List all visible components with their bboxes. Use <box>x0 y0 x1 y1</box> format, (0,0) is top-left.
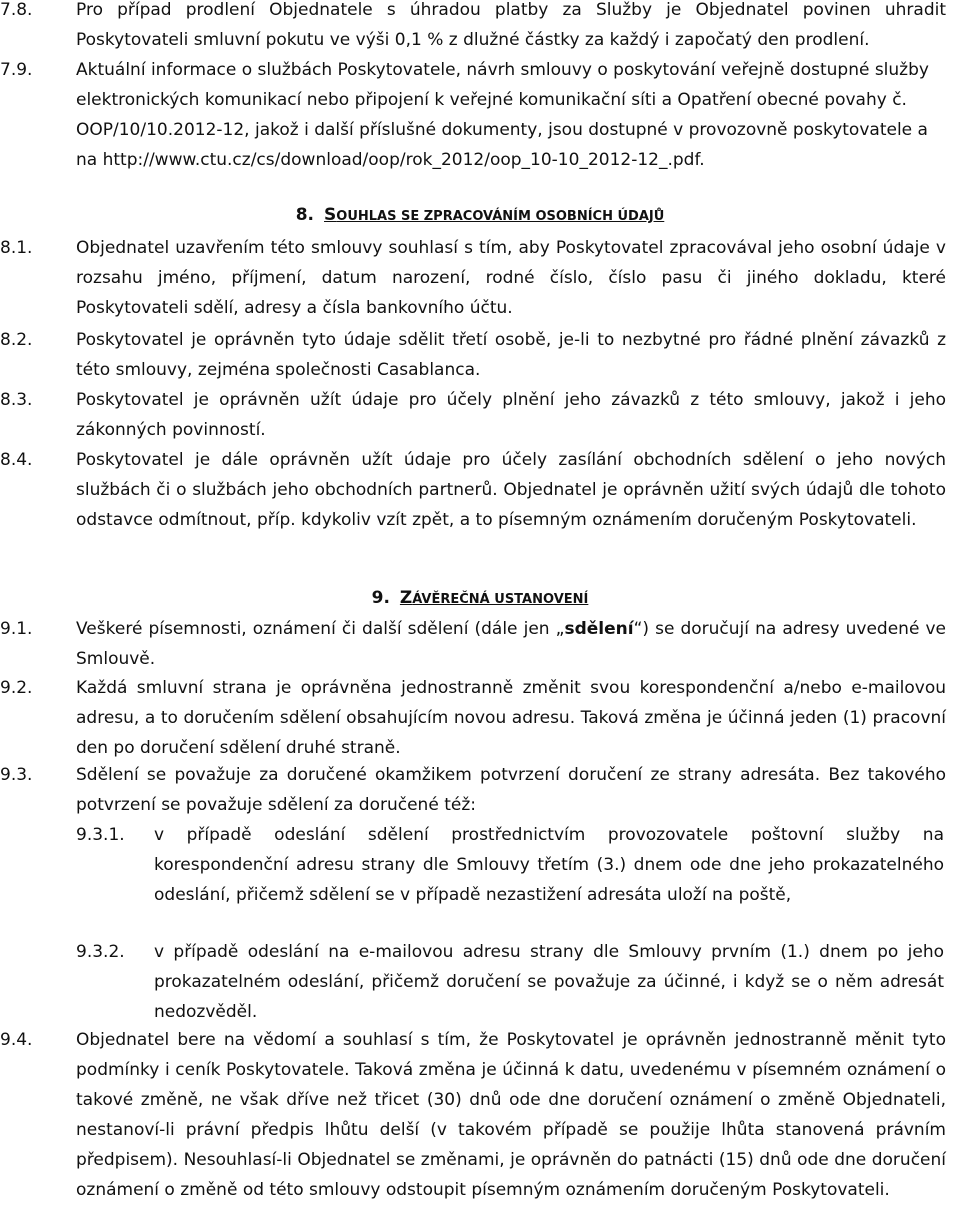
section-title-initial: S <box>324 205 337 225</box>
subclause-number: 9.3.1. <box>76 825 125 845</box>
clause-text <box>76 614 946 674</box>
section-8-heading <box>0 203 960 229</box>
clause-text: Objednatel uzavřením této smlouvy souhlasí s tím, aby Poskytovatel zpracovával jeho osobní údaje v rozsahu jméno, příjmení, datum narození, rodné číslo, číslo pasu či jiného dokladu, které Poskytovateli sdělí, adresy a čísla bankovního účtu. <box>76 238 946 318</box>
subclause-text: v případě odeslání sdělení prostřednictvím provozovatele poštovní služby na korespondenční adresu strany dle Smlouvy třetím (3.) dnem ode dne jeho prokazatelného odeslání, přičemž sdělení se v případě nezastižení adresáta uloží na poště, <box>154 825 944 905</box>
clause-text: Každá smluvní strana je oprávněna jednostranně změnit svou korespondenční a/nebo e-mailovou adresu, a to doručením sdělení obsahujícím novou adresu. Taková změna je účinná jeden (1) pracovní den po doručení sdělení druhé straně. <box>76 678 946 758</box>
clause-text: Pro případ prodlení Objednatele s úhradou platby za Služby je Objednatel povinen uhradit Poskytovateli smluvní pokutu ve výši 0,1 % z dlužné částky za každý i započatý den prodlení. <box>76 0 946 50</box>
clause-text: Aktuální informace o službách Poskytovatele, návrh smlouvy o poskytování veřejně dostupné služby elektronických komunikací nebo připojení k veřejné komunikační síti a Opatření obecné povahy č. OOP/10/10.2012-12, jakož i další příslušné dokumenty, jsou dostupné v provozovně poskytovatele a na http://www.ctu.cz/cs/download/oop/rok_2012/oop_10-10_2012-12_.pdf. <box>76 60 929 170</box>
clause-text: Poskytovatel je oprávněn užít údaje pro účely plnění jeho závazků z této smlouvy, jakož i jeho zákonných povinností. <box>76 390 946 440</box>
clause-number: 7.9. <box>0 60 33 80</box>
clause-number: 9.3. <box>0 765 33 785</box>
clause-number: 7.8. <box>0 0 33 20</box>
clause-text: Sdělení se považuje za doručené okamžikem potvrzení doručení ze strany adresáta. Bez takového potvrzení se považuje sdělení za doručené též: <box>76 765 946 815</box>
section-title: OUHLAS SE ZPRACOVÁNÍM OSOBNÍCH ÚDAJŮ <box>336 209 665 224</box>
clause-number: 9.1. <box>0 619 33 639</box>
clause-text-before: Veškeré písemnosti, oznámení či další sdělení (dále jen „ <box>76 619 565 639</box>
clause-number: 8.4. <box>0 450 33 470</box>
clause-number: 9.4. <box>0 1030 33 1050</box>
clause-text: Poskytovatel je oprávněn tyto údaje sdělit třetí osobě, je-li to nezbytné pro řádné plnění závazků z této smlouvy, zejména společnosti Casablanca. <box>76 330 946 380</box>
section-number: 8. <box>295 205 315 225</box>
section-title: ÁVĚREČNÁ USTANOVENÍ <box>412 592 589 607</box>
defined-term: sdělení <box>564 619 634 639</box>
section-number: 9. <box>371 588 390 608</box>
clause-text: Objednatel bere na vědomí a souhlasí s tím, že Poskytovatel je oprávněn jednostranně měnit tyto podmínky i ceník Poskytovatele. Taková změna je účinná k datu, uvedenému v písemném oznámení o takové změně, ne však dříve než třicet (30) dnů ode dne doručení oznámení o změně Objednateli, nestanoví-li právní předpis lhůtu delší (v takovém případě se použije lhůta stanovená právním předpisem). Nesouhlasí-li Objednatel se změnami, je oprávněn do patnácti (15) dnů ode dne doručení oznámení o změně od této smlouvy odstoupit písemným oznámením doručeným Poskytovateli. <box>76 1030 946 1200</box>
clause-number: 8.2. <box>0 330 33 350</box>
subclause-number: 9.3.2. <box>76 942 125 962</box>
clause-text-after: “) se doručují na adresy uvedené ve Smlouvě. <box>76 619 947 669</box>
clause-number: 9.2. <box>0 678 33 698</box>
subclause-text: v případě odeslání na e-mailovou adresu strany dle Smlouvy prvním (1.) dnem po jeho prokazatelném odeslání, přičemž doručení se považuje za účinné, i když se o něm adresát nedozvěděl. <box>154 942 944 1022</box>
clause-text: Poskytovatel je dále oprávněn užít údaje pro účely zasílání obchodních sdělení o jeho nových službách či o službách jeho obchodních partnerů. Objednatel je oprávněn užití svých údajů dle tohoto odstavce odmítnout, příp. kdykoliv vzít zpět, a to písemným oznámením doručeným Poskytovateli. <box>76 450 946 530</box>
section-9-heading <box>0 586 960 612</box>
clause-number: 8.3. <box>0 390 33 410</box>
clause-number: 8.1. <box>0 238 33 258</box>
section-title-initial: Z <box>399 588 413 608</box>
